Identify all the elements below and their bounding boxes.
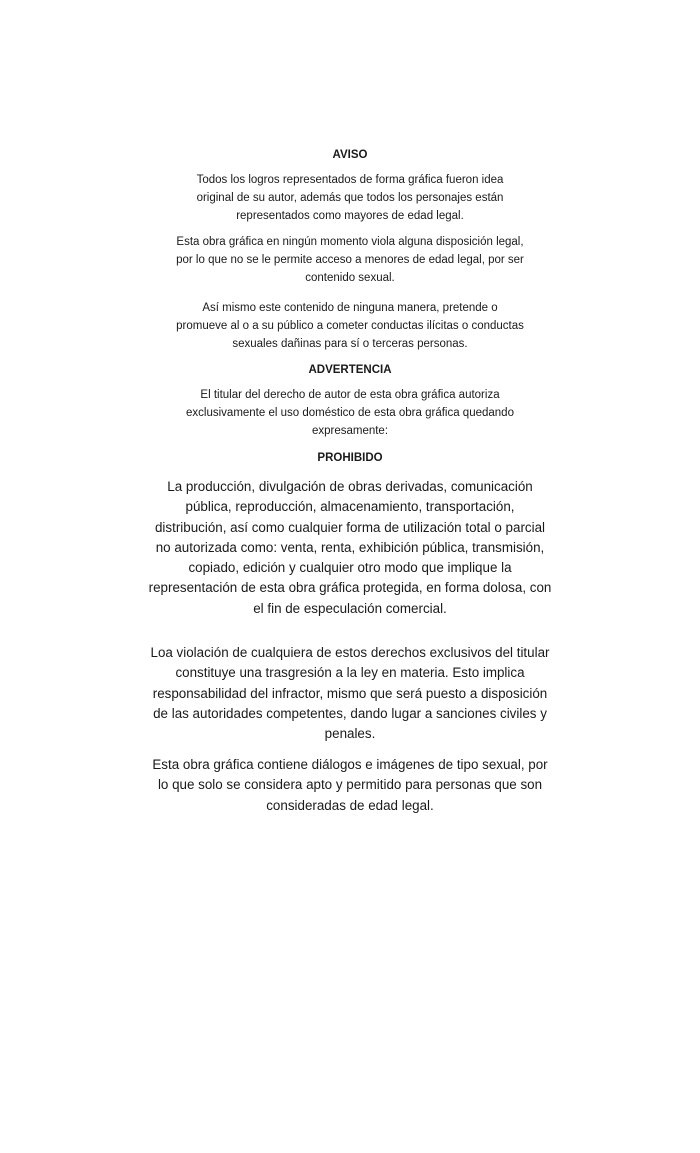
aviso-p2-line-3: contenido sexual. [305, 272, 395, 284]
aviso-p2-line-1: Esta obra gráfica en ningún momento viola alguna disposición legal, [176, 236, 524, 248]
prohibido-line-2: pública, reproducción, almacenamiento, transportación, [185, 499, 515, 515]
prohibido-heading: PROHIBIDO [317, 452, 383, 464]
violacion-line-2: constituye una trasgresión a la ley en materia. Esto implica [175, 665, 525, 681]
contenido-line-3: consideradas de edad legal. [266, 797, 434, 813]
prohibido-line-1: La producción, divulgación de obras derivadas, comunicación [167, 479, 533, 494]
contenido-line-1: Esta obra gráfica contiene diálogos e imágenes de tipo sexual, por [152, 757, 548, 772]
aviso-p2-line-2: por lo que no se le permite acceso a menores de edad legal, por ser [176, 254, 524, 266]
violacion-line-1: Loa violación de cualquiera de estos derechos exclusivos del titular [150, 645, 550, 660]
aviso-p1-line-3: representados como mayores de edad legal. [236, 210, 464, 222]
prohibido-line-6: representación de esta obra gráfica protegida, en forma dolosa, con [148, 580, 552, 596]
advertencia-paragraph [0, 386, 700, 440]
prohibido-line-7: el fin de especulación comercial. [253, 600, 447, 616]
aviso-p3-line-2: promueve al o a su público a cometer conductas ilícitas o conductas [176, 320, 524, 332]
contenido-paragraph [0, 755, 700, 816]
contenido-line-2: lo que solo se considera apto y permitido para personas que son [157, 777, 543, 793]
aviso-paragraph-2 [0, 233, 700, 287]
aviso-p1-line-1: Todos los logros representados de forma gráfica fueron idea [196, 174, 504, 186]
prohibido-line-3: distribución, así como cualquier forma de utilización total o parcial [154, 519, 545, 535]
violacion-line-5: penales. [324, 726, 376, 742]
aviso-paragraph-3 [0, 299, 700, 353]
prohibido-paragraph [0, 477, 700, 619]
prohibido-line-5: copiado, edición y cualquier otro modo que implique la [188, 560, 512, 576]
aviso-p1-line-2: original de su autor, además que todos los personajes están [196, 192, 504, 204]
prohibido-line-4: no autorizada como: venta, renta, exhibición pública, transmisión, [155, 539, 545, 555]
violacion-line-3: responsabilidad del infractor, mismo que será puesto a disposición [152, 685, 548, 701]
advertencia-line-3: expresamente: [311, 425, 389, 437]
advertencia-heading: ADVERTENCIA [308, 364, 392, 376]
aviso-p3-line-1: Así mismo este contenido de ninguna manera, pretende o [202, 302, 498, 314]
violacion-paragraph [0, 643, 700, 744]
violacion-line-4: de las autoridades competentes, dando lugar a sanciones civiles y [153, 705, 547, 721]
aviso-p3-line-3: sexuales dañinas para sí o terceras personas. [232, 338, 468, 350]
aviso-paragraph-1 [0, 171, 700, 225]
advertencia-line-1: El titular del derecho de autor de esta obra gráfica autoriza [200, 389, 500, 401]
advertencia-line-2: exclusivamente el uso doméstico de esta obra gráfica quedando [186, 407, 514, 419]
aviso-heading: AVISO [332, 149, 368, 161]
